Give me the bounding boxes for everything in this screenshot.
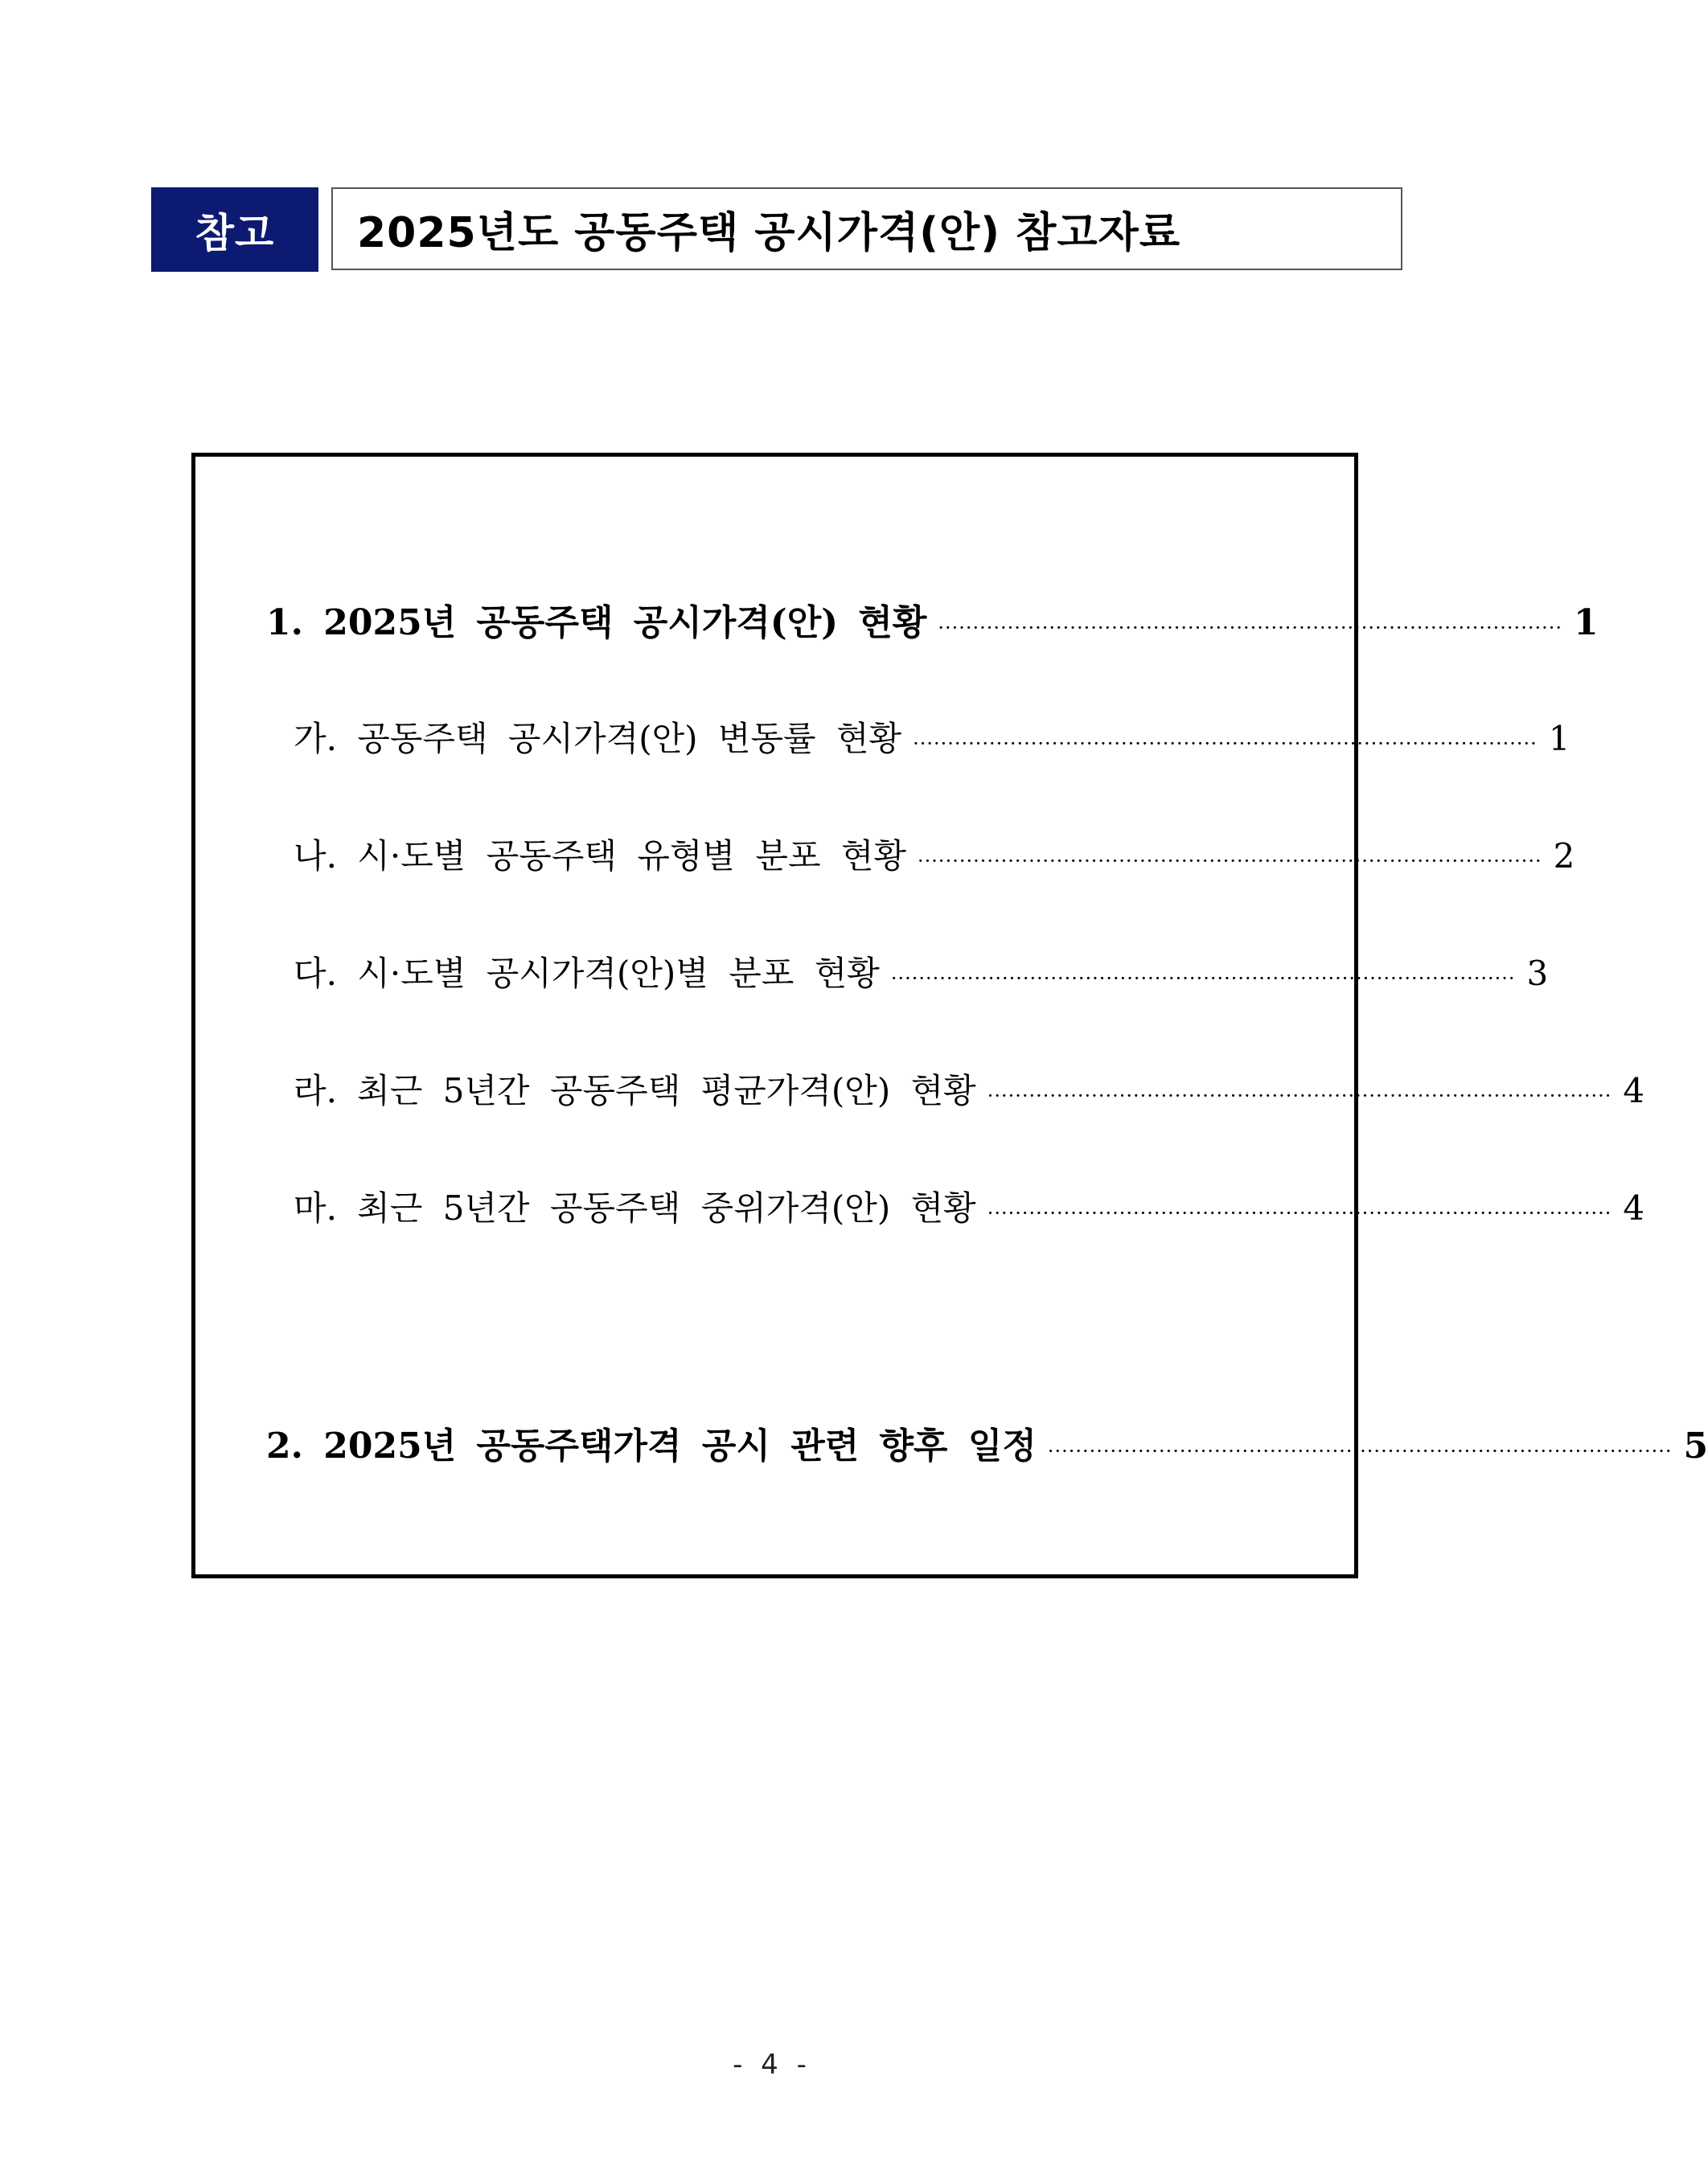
toc-item-1-ma (294, 1182, 1645, 1230)
toc-item-1-ra (294, 1065, 1645, 1113)
toc-item-label: 나. 시·도별 공동주택 유형별 분포 현황 (294, 836, 907, 876)
toc-item-label: 다. 시·도별 공시가격(안)별 분포 현황 (294, 954, 880, 993)
toc-item-1-ga (294, 712, 1570, 761)
toc-leader: ·························································································· (1047, 1440, 1673, 1463)
toc-item-page: 1 (1548, 719, 1570, 758)
toc-leader: ·························································································· (938, 617, 1562, 639)
toc-item-label: 가. 공동주택 공시가격(안) 변동률 현황 (294, 719, 902, 758)
toc-item-page: 2 (1553, 836, 1575, 876)
toc-item-label: 라. 최근 5년간 공동주택 평균가격(안) 현황 (294, 1071, 976, 1110)
toc-leader: ·························································································· (890, 967, 1516, 990)
toc-leader: ·························································································· (987, 1085, 1612, 1107)
document-title-box (331, 187, 1402, 270)
toc-item-1 (266, 593, 1599, 645)
toc-item-label: 1. 2025년 공동주택 공시가격(안) 현황 (266, 602, 927, 643)
toc-item-2 (266, 1417, 1708, 1468)
page-number: - 4 - (733, 2049, 811, 2081)
reference-badge-label: 참고 (195, 209, 275, 256)
toc-item-label: 2. 2025년 공동주택가격 공시 관련 향후 일정 (266, 1426, 1037, 1467)
toc-item-1-na (294, 830, 1575, 878)
table-of-contents (191, 453, 1708, 1578)
toc-item-page: 1 (1573, 602, 1599, 643)
toc-item-1-da (294, 947, 1549, 995)
toc-item-page: 4 (1623, 1188, 1645, 1228)
toc-item-page: 5 (1683, 1426, 1708, 1467)
toc-item-page: 4 (1623, 1071, 1645, 1110)
toc-item-page: 3 (1526, 954, 1549, 993)
reference-badge (151, 187, 318, 272)
toc-item-label: 마. 최근 5년간 공동주택 중위가격(안) 현황 (294, 1188, 976, 1228)
toc-leader: ·························································································· (918, 850, 1542, 872)
document-title: 2025년도 공동주택 공시가격(안) 참고자료 (357, 209, 1181, 257)
toc-leader: ·························································································· (987, 1202, 1612, 1225)
toc-leader: ·························································································· (913, 732, 1538, 755)
